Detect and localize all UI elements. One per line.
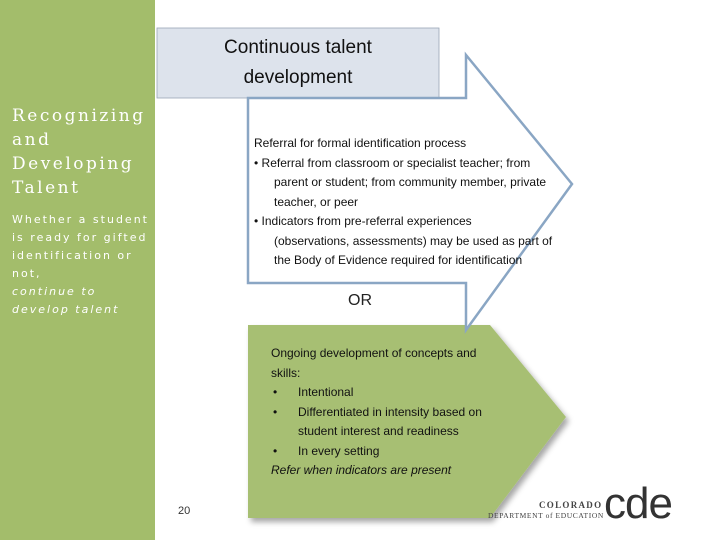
referral-bullet-1-rest: parent or student; from community member, private teacher, or peer xyxy=(274,175,547,209)
ongoing-item xyxy=(271,403,486,442)
referral-heading: Referral for formal identification process xyxy=(254,136,467,150)
bullet-symbol: • xyxy=(273,404,278,419)
referral-bullet-2 xyxy=(254,212,564,271)
sidebar-title: Recognizing and Developing Talent xyxy=(12,106,146,198)
bullet-symbol: • xyxy=(273,385,278,399)
or-label: OR xyxy=(348,292,372,309)
ongoing-heading: Ongoing development of concepts and skills: xyxy=(271,346,477,380)
referral-bullet-1-first: Referral from classroom or specialist teacher; from xyxy=(261,155,531,170)
sidebar-description-emphasis: continue to develop talent xyxy=(12,285,120,316)
ongoing-item xyxy=(271,383,486,403)
referral-bullet-2-rest: (observations, assessments) may be used as part of the Body of Evidence required for identification xyxy=(274,233,553,267)
bullet-symbol: • xyxy=(254,155,259,170)
sidebar-description-text: Whether a student is ready for gifted identification or not, xyxy=(12,213,149,280)
ongoing-item-text: Intentional xyxy=(298,385,354,399)
logo-state-name: COLORADO xyxy=(539,500,603,510)
cde-logo: cde xyxy=(604,479,672,528)
ongoing-item xyxy=(271,442,486,462)
referral-bullet-1 xyxy=(254,154,564,213)
bullet-symbol: • xyxy=(273,443,278,458)
title-box: Continuous talent development xyxy=(224,37,372,88)
referral-bullet-2-first: Indicators from pre-referral experiences xyxy=(261,214,472,228)
ongoing-section xyxy=(271,344,486,481)
logo-department-name: DEPARTMENT of EDUCATION xyxy=(488,511,604,520)
ongoing-item-text: In every setting xyxy=(298,443,380,458)
page-number: 20 xyxy=(178,505,191,517)
bullet-symbol: • xyxy=(254,214,259,228)
referral-section xyxy=(254,134,564,271)
ongoing-item-text: Differentiated in intensity based on student interest and readiness xyxy=(298,404,482,438)
ongoing-final-note: Refer when indicators are present xyxy=(271,463,452,477)
